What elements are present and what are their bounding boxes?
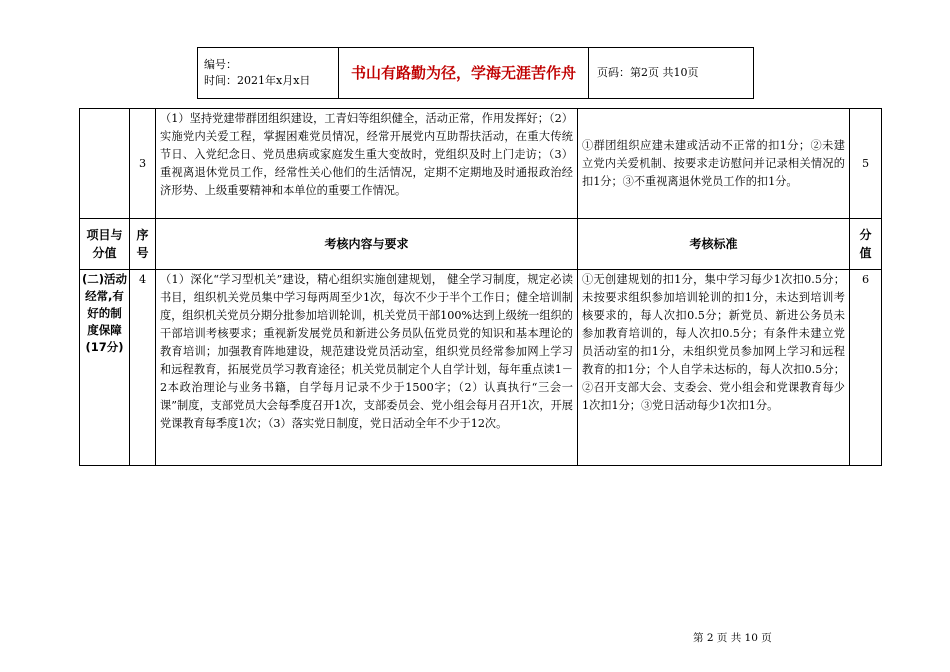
seq-cell: 3 — [130, 109, 156, 219]
category-cell: (二)活动经常,有好的制度保障(17分) — [80, 270, 130, 466]
table-row — [80, 270, 882, 466]
header-page-label: 页码：第2页 共10页 — [589, 48, 754, 99]
content-cell: （1）深化“学习型机关”建设，精心组织实施创建规划， 健全学习制度，规定必读书目，组织机关党员集中学习每两周至少1次，每次不少于半个工作日；健全培训制度，组织机关党员分期分批参加培训轮训，机关党员干部100%达到上级统一组织的干部培训考核要求；重视新发展党员和新进公务员队伍党员党的知识和基本理论的教育培训；加强教育阵地建设，规范建设党员活动室，组织党员经常参加网上学习和远程教育，拓展党员学习教育途径；机关党员制定个人自学计划，每年重点读1－2本政治理论与业务书籍，自学每月记录不少于1500字；（2）认真执行“三会一课”制度，支部党员大会每季度召开1次，支部委员会、党小组会每月召开1次，开展党课教育每季度1次；（3）落实党日制度，党日活动全年不少于12次。 — [156, 270, 578, 466]
header-seq: 序号 — [130, 219, 156, 270]
score-cell: 6 — [850, 270, 882, 466]
standard-cell: ①无创建规划的扣1分，集中学习每少1次扣0.5分；未按要求组织参加培训轮训的扣1分，未达到培训考核要求的，每人次扣0.5分；新党员、新进公务员未参加教育培训的，每人次扣0.5分；有条件未建立党员活动室的扣1分，未组织党员参加网上学习和远程教育的扣1分；个人自学未达标的，每人次扣0.5分；②召开支部大会、支委会、党小组会和党课教育每少1次扣1分；③党日活动每少1次扣1分。 — [578, 270, 850, 466]
content-cell: （1）坚持党建带群团组织建设，工青妇等组织健全，活动正常，作用发挥好；（2）实施党内关爱工程，掌握困难党员情况，经常开展党内互助帮扶活动，在重大传统节日、入党纪念日、党员患病或家庭发生重大变故时，党组织及时上门走访；（3）重视离退休党员工作，经常性关心他们的生活情况，定期不定期地及时通报政治经济形势、上级重要精神和本单位的重要工作情况。 — [156, 109, 578, 219]
score-cell: 5 — [850, 109, 882, 219]
seq-cell: 4 — [130, 270, 156, 466]
header-content: 考核内容与要求 — [156, 219, 578, 270]
table-row — [80, 109, 882, 219]
document-header — [197, 47, 754, 99]
header-meta — [198, 48, 339, 99]
table-header-row — [80, 219, 882, 270]
page-footer: 第 2 页 共 10 页 — [693, 632, 772, 644]
header-score: 分值 — [850, 219, 882, 270]
header-category: 项目与分值 — [80, 219, 130, 270]
standard-cell: ①群团组织应建未建或活动不正常的扣1分；②未建立党内关爱机制、按要求走访慰问并记录相关情况的扣1分；③不重视离退休党员工作的扣1分。 — [578, 109, 850, 219]
header-motto: 书山有路勤为径，学海无涯苦作舟 — [339, 48, 589, 99]
assessment-table — [79, 108, 882, 466]
document-time-label: 时间：2021年x月x日 — [204, 74, 311, 87]
document-number-label: 编号： — [204, 58, 237, 71]
category-cell-empty — [80, 109, 130, 219]
header-standard: 考核标准 — [578, 219, 850, 270]
